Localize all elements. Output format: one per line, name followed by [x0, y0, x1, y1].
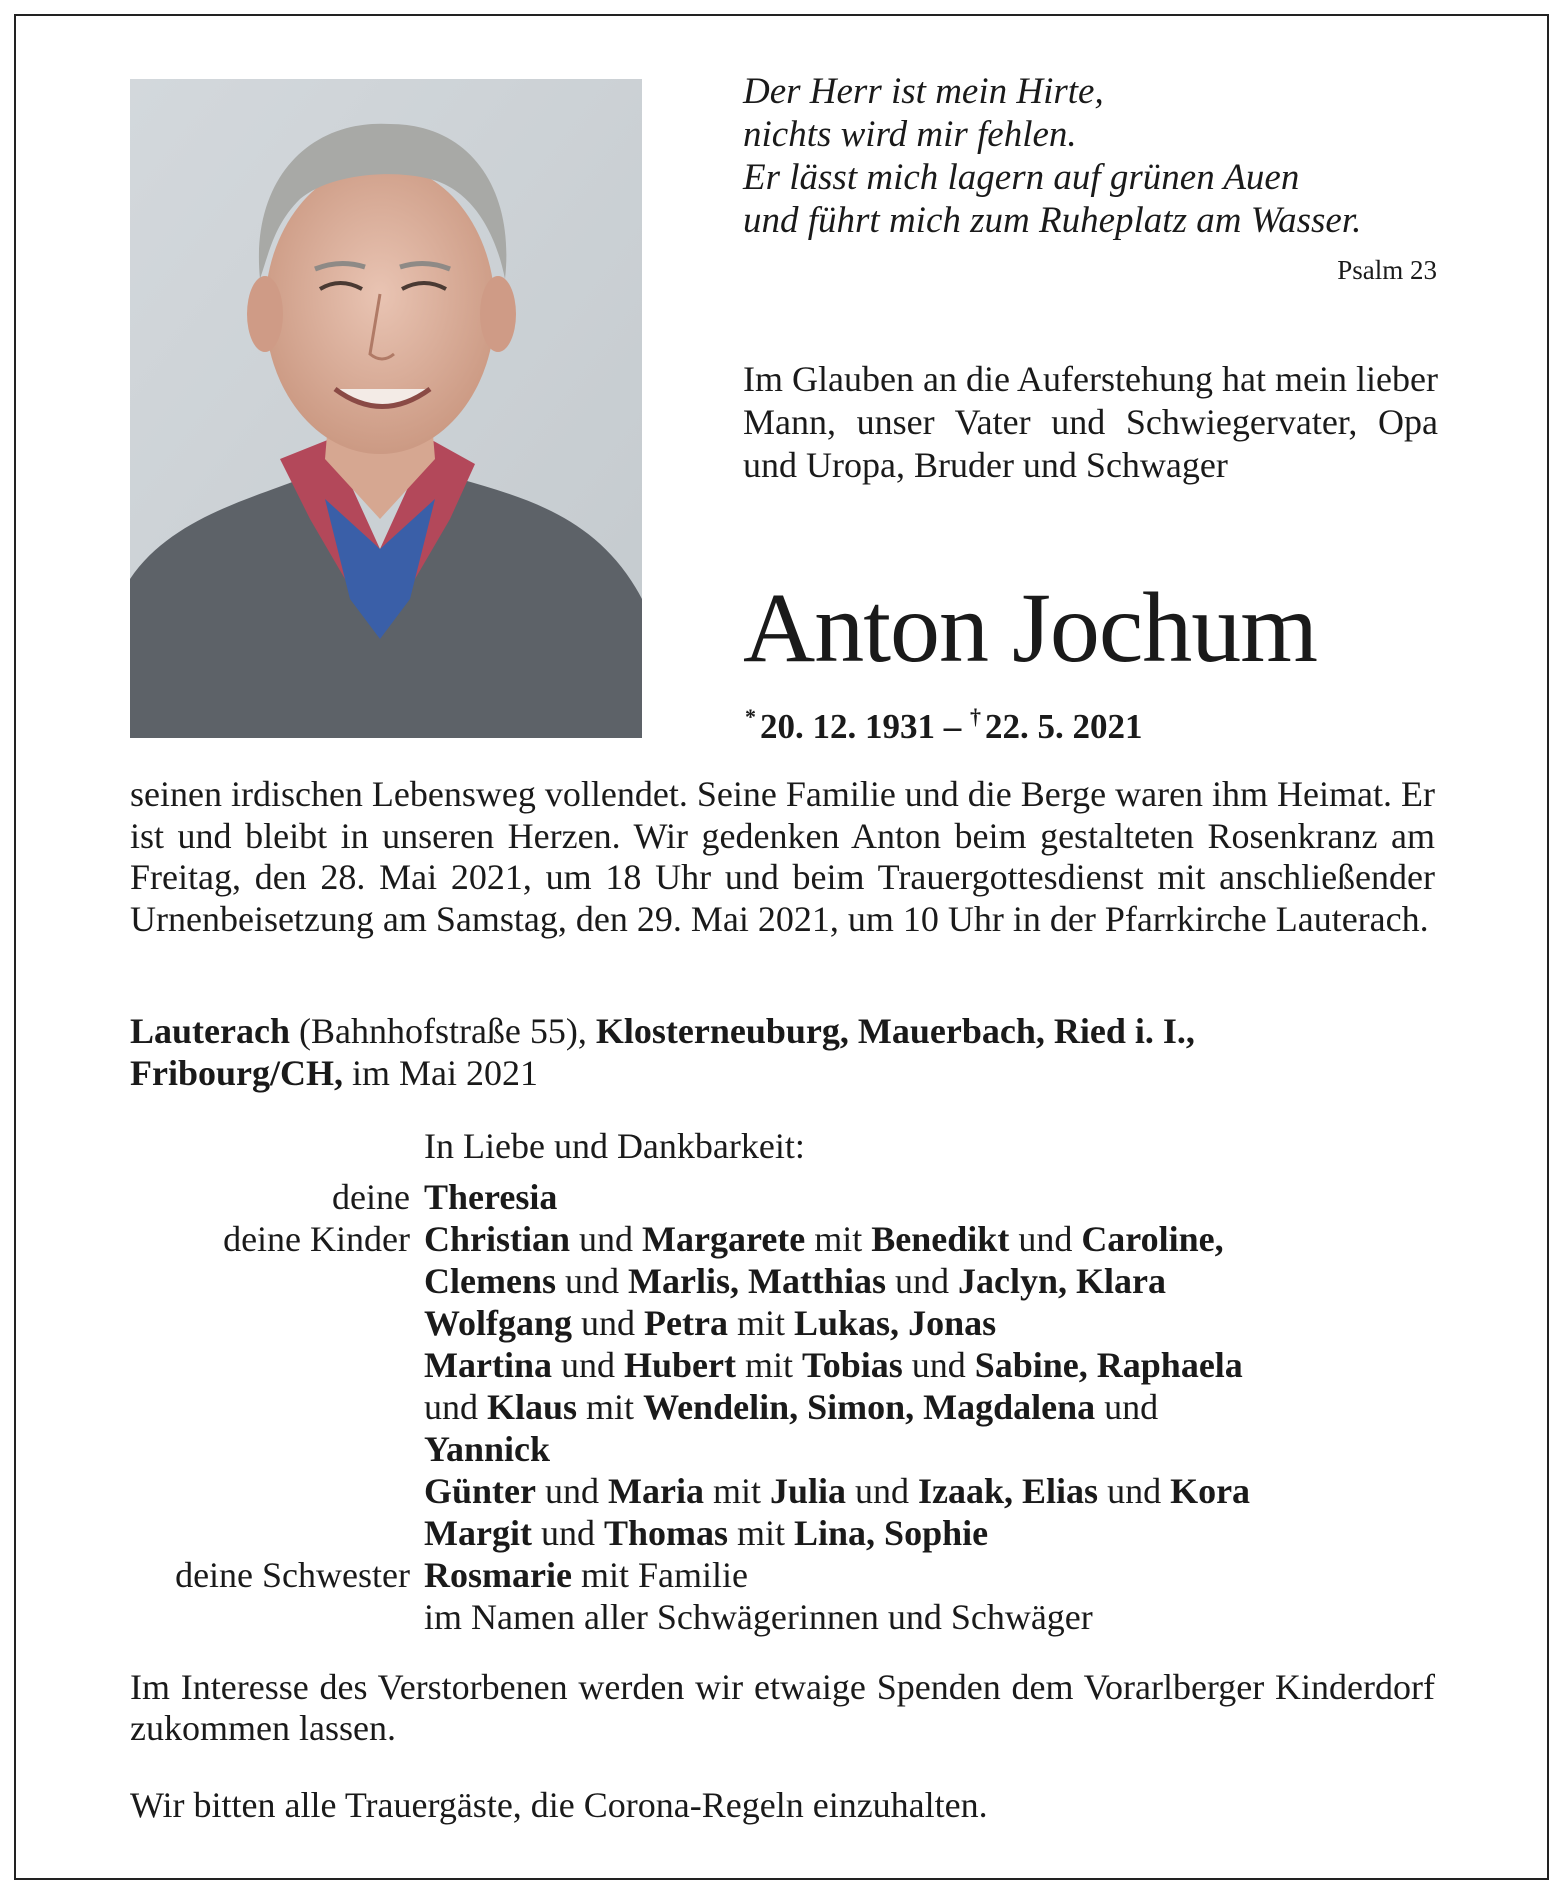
- connector-text: [1088, 1345, 1097, 1385]
- mourner-name: Petra: [644, 1303, 728, 1343]
- mourner-name: Julia: [769, 1471, 847, 1511]
- children-row: [130, 1218, 1450, 1554]
- portrait-photo: [130, 79, 642, 738]
- mourner-name: Magdalena: [923, 1387, 1096, 1427]
- children-line: [424, 1260, 1450, 1302]
- death-date: 22. 5. 2021: [985, 707, 1143, 746]
- mourner-name: Lina,: [794, 1513, 876, 1553]
- mourner-name: Jaclyn,: [957, 1261, 1067, 1301]
- mourner-name: Simon,: [807, 1387, 915, 1427]
- mourner-name: Tobias: [801, 1345, 903, 1385]
- connector-text: [899, 1303, 908, 1343]
- children-line: [424, 1302, 1450, 1344]
- mourner-name: Benedikt: [871, 1219, 1010, 1259]
- date-separator: –: [943, 707, 962, 746]
- connector-text: und: [846, 1471, 919, 1511]
- connector-text: und: [572, 1303, 645, 1343]
- mourner-name: Christian: [424, 1219, 571, 1259]
- mourner-name: Margit: [424, 1513, 532, 1553]
- life-dates: [745, 704, 1143, 747]
- connector-text: und: [1098, 1471, 1171, 1511]
- children-line: [424, 1344, 1450, 1386]
- birth-symbol: *: [745, 704, 756, 729]
- connector-text: mit: [703, 1471, 770, 1511]
- deceased-name: Anton Jochum: [743, 572, 1318, 683]
- mourner-name: Günter: [424, 1471, 536, 1511]
- connector-text: und: [902, 1345, 975, 1385]
- mourners-list: [130, 1176, 1450, 1638]
- children-line: [424, 1512, 1450, 1554]
- love-line: In Liebe und Dankbarkeit:: [424, 1126, 805, 1166]
- mourner-name: Klaus: [487, 1387, 578, 1427]
- psalm-line: Der Herr ist mein Hirte,: [743, 71, 1104, 112]
- corona-note: Wir bitten alle Trauergäste, die Corona-Regeln einzuhalten.: [130, 1785, 988, 1825]
- connector-text: und: [1009, 1219, 1082, 1259]
- mourner-name: Marlis,: [627, 1261, 739, 1301]
- place-date: im Mai 2021: [352, 1053, 538, 1093]
- connector-text: [1067, 1261, 1076, 1301]
- connector-text: und: [536, 1471, 608, 1511]
- mourner-name: Yannick: [424, 1429, 551, 1469]
- intro-text: Im Glauben an die Auferstehung hat mein lieber Mann, unser Vater und Schwiegervater, Opa und Uropa, Bruder und Schwager: [743, 359, 1438, 485]
- connector-text: und: [555, 1261, 628, 1301]
- connector-text: mit: [727, 1303, 794, 1343]
- wife-row: [130, 1176, 1450, 1218]
- connector-text: [739, 1261, 748, 1301]
- mourner-name: Lukas,: [793, 1303, 900, 1343]
- connector-text: [798, 1387, 807, 1427]
- connector-text: [914, 1387, 923, 1427]
- children-line: [424, 1386, 1450, 1428]
- town: Lauterach: [130, 1011, 290, 1051]
- psalm-reference: Psalm 23: [1337, 255, 1437, 285]
- children-line: [424, 1470, 1450, 1512]
- mourner-name: Izaak,: [918, 1471, 1014, 1511]
- connector-text: und: [531, 1513, 604, 1553]
- children-label: deine Kinder: [223, 1219, 410, 1259]
- mourner-name: Martina: [424, 1345, 552, 1385]
- connector-text: mit: [735, 1345, 802, 1385]
- address: (Bahnhofstraße 55),: [298, 1011, 587, 1051]
- mourner-name: Wendelin,: [643, 1387, 799, 1427]
- sister-row: [130, 1554, 1450, 1638]
- mourner-name: Elias: [1022, 1471, 1099, 1511]
- connector-text: und: [570, 1219, 643, 1259]
- wife-label: deine: [332, 1177, 410, 1217]
- mourner-name: Hubert: [623, 1345, 736, 1385]
- connector-text: mit: [727, 1513, 794, 1553]
- sister-name: Rosmarie: [424, 1555, 572, 1595]
- connector-text: mit: [805, 1219, 872, 1259]
- mourner-name: Jonas: [908, 1303, 997, 1343]
- mourner-name: Margarete: [642, 1219, 806, 1259]
- psalm-line: nichts wird mir fehlen.: [743, 114, 1077, 155]
- connector-text: [875, 1513, 884, 1553]
- psalm-quote: [743, 70, 1443, 242]
- children-list: [424, 1218, 1450, 1554]
- connector-text: mit: [577, 1387, 644, 1427]
- connector-text: und: [424, 1387, 487, 1427]
- mourner-name: Klara: [1075, 1261, 1166, 1301]
- mourner-name: Matthias: [747, 1261, 886, 1301]
- mourner-name: Clemens: [424, 1261, 556, 1301]
- connector-text: und: [551, 1345, 624, 1385]
- sister-label: deine Schwester: [175, 1555, 410, 1595]
- psalm-line: und führt mich zum Ruheplatz am Wasser.: [743, 200, 1362, 241]
- mourner-name: Maria: [608, 1471, 704, 1511]
- donation-note: Im Interesse des Verstorbenen werden wir etwaige Spenden dem Vorarlberger Kinderdorf zukommen lassen.: [130, 1667, 1435, 1748]
- last-place: Fribourg/CH,: [130, 1053, 343, 1093]
- death-symbol: †: [970, 704, 981, 729]
- mourner-name: Sabine,: [974, 1345, 1088, 1385]
- connector-text: und: [885, 1261, 958, 1301]
- sister-suffix: mit Familie: [571, 1555, 748, 1595]
- obituary-body: seinen irdischen Lebensweg vollendet. Seine Familie und die Berge waren ihm Heimat. Er ist und bleibt in unseren Herzen. Wir gedenken Anton beim gestalteten Rosenkranz am Freitag, den 28. Mai 2021, um 18 Uhr und beim Trauergottesdienst mit anschließender Urnenbeisetzung am Samstag, den 29. Mai 2021, um 10 Uhr in der Pfarrkirche Lauterach.: [130, 774, 1435, 939]
- places-line: [130, 1010, 1450, 1094]
- mourner-name: Sophie: [884, 1513, 989, 1553]
- mourner-name: Raphaela: [1096, 1345, 1243, 1385]
- mourner-name: Thomas: [603, 1513, 728, 1553]
- mourner-name: Kora: [1170, 1471, 1251, 1511]
- in-laws-line: im Namen aller Schwägerinnen und Schwäger: [424, 1597, 1093, 1637]
- mourner-name: Wolfgang: [424, 1303, 573, 1343]
- connector-text: [1013, 1471, 1022, 1511]
- connector-text: und: [1095, 1387, 1159, 1427]
- children-line: [424, 1428, 1450, 1470]
- birth-date: 20. 12. 1931: [760, 707, 935, 746]
- other-places: Klosterneuburg, Mauerbach, Ried i. I.,: [595, 1011, 1195, 1051]
- children-line: [424, 1218, 1450, 1260]
- psalm-line: Er lässt mich lagern auf grünen Auen: [743, 157, 1300, 198]
- wife-name: Theresia: [424, 1177, 558, 1217]
- mourner-name: Caroline,: [1081, 1219, 1224, 1259]
